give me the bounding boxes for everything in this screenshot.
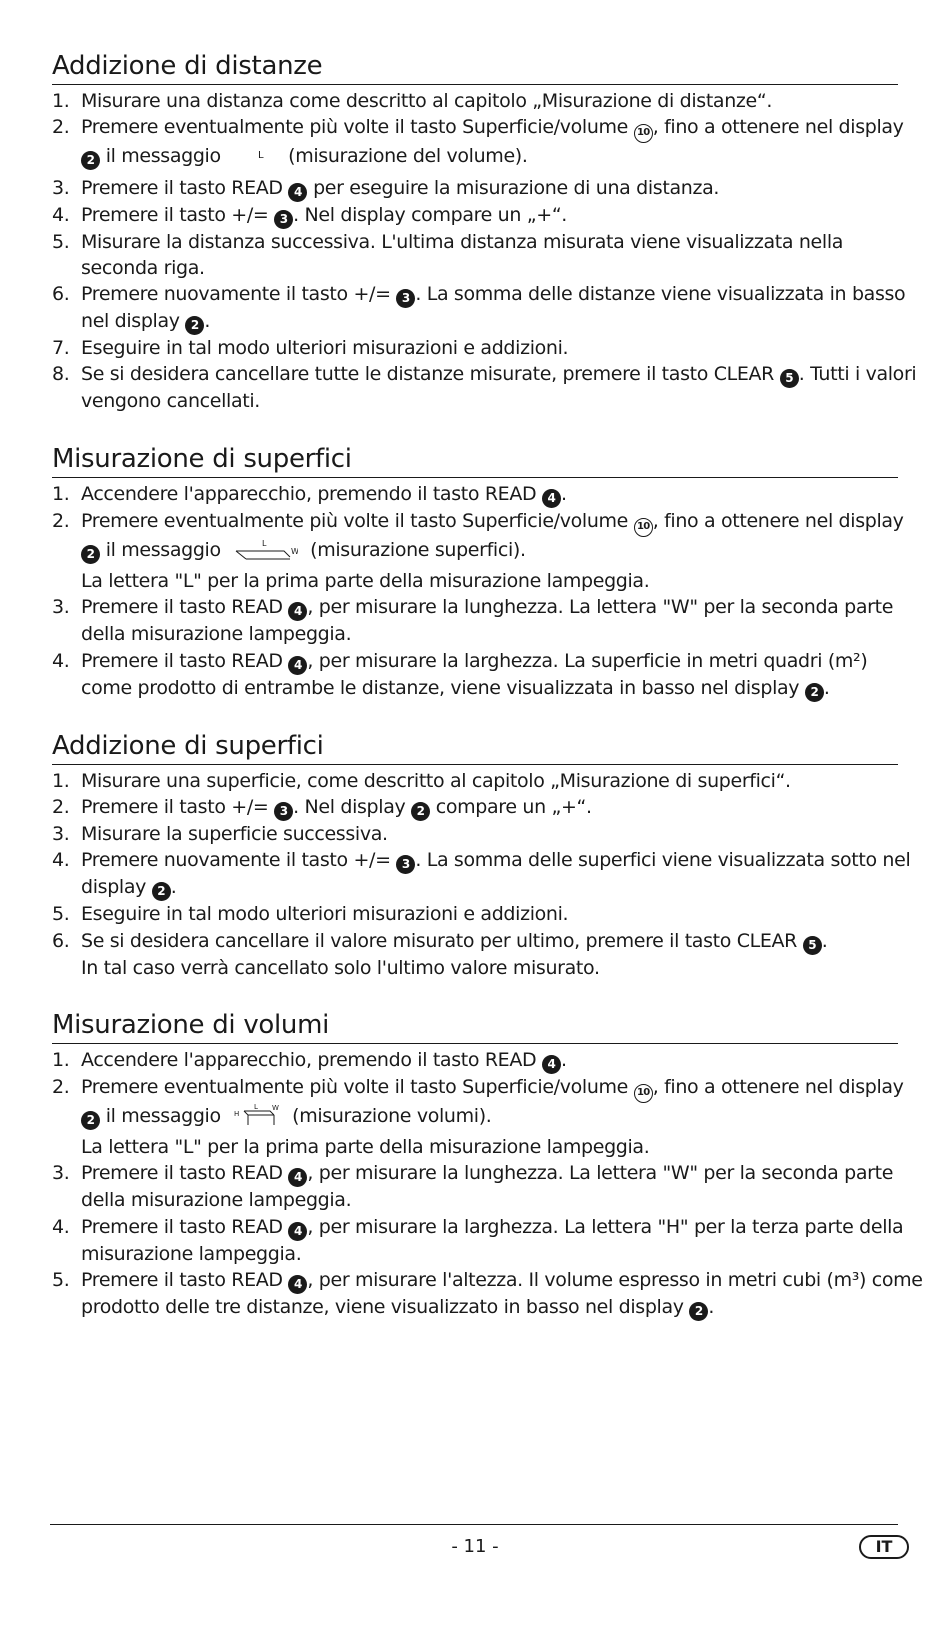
item-number: 2. <box>52 509 70 532</box>
text-line <box>81 255 898 281</box>
footer-divider <box>50 1524 898 1525</box>
item-text <box>81 175 898 202</box>
circled-number-icon: 4 <box>542 489 561 508</box>
display-volume-icon <box>232 1103 280 1127</box>
circled-number-icon: 2 <box>81 151 100 170</box>
instruction-list <box>52 88 917 415</box>
text-run: , per misurare la larghezza. La lettera "H" per la terza parte della <box>307 1215 904 1238</box>
item-number: 3. <box>52 176 70 199</box>
text-run: Premere il tasto READ <box>81 1215 289 1238</box>
text-run: , fino a ottenere nel display <box>652 509 904 532</box>
list-item <box>52 481 898 508</box>
text-run: Premere nuovamente il tasto +/= <box>81 849 397 872</box>
item-number: 5. <box>52 230 70 253</box>
list-item <box>52 361 917 414</box>
text-line <box>81 794 898 821</box>
text-run: . <box>708 1296 715 1319</box>
display-symbol-icon <box>232 147 276 174</box>
item-text <box>81 1214 903 1267</box>
list-item <box>52 648 898 702</box>
text-run: (misurazione superfici). <box>304 538 526 561</box>
item-text <box>81 88 898 114</box>
text-run: Accendere l'apparecchio, premendo il tasto READ <box>81 482 542 505</box>
section-title: Misurazione di volumi <box>52 1009 898 1044</box>
text-run: , per misurare l'altezza. Il volume espresso in metri cubi (m³) come <box>307 1269 923 1292</box>
text-line <box>81 308 905 335</box>
item-number: 1. <box>52 769 70 792</box>
circled-number-icon: 2 <box>411 802 430 821</box>
item-number: 1. <box>52 1048 70 1071</box>
item-text <box>81 648 898 702</box>
text-run: Se si desidera cancellare il valore misurato per ultimo, premere il tasto CLEAR <box>81 929 803 952</box>
text-line <box>81 874 910 901</box>
text-run: . <box>821 929 828 952</box>
text-run: Misurare una superficie, come descritto al capitolo „Misurazione di superfici“. <box>81 769 791 792</box>
list-item <box>52 229 898 282</box>
list-item <box>52 901 898 927</box>
svg-text:L: L <box>262 538 267 548</box>
text-line <box>81 281 905 308</box>
section <box>52 1009 923 1321</box>
item-number: 3. <box>52 596 70 619</box>
item-text <box>81 1047 898 1074</box>
circled-number-icon: 5 <box>803 936 822 955</box>
text-run: seconda riga. <box>81 256 205 279</box>
text-line <box>81 1134 904 1160</box>
list-item <box>52 1214 904 1267</box>
page-number: - 11 - <box>451 1536 499 1557</box>
circled-number-icon: 2 <box>805 683 824 702</box>
text-run: , per misurare la larghezza. La superficie in metri quadri (m²) <box>307 649 868 672</box>
text-run: Premere il tasto READ <box>81 649 289 672</box>
text-line <box>81 143 904 174</box>
text-line <box>81 1267 923 1294</box>
circled-number-icon: 3 <box>274 802 293 821</box>
text-line <box>81 508 904 537</box>
svg-text:L: L <box>258 150 264 162</box>
text-line <box>81 901 898 927</box>
text-line <box>81 648 898 675</box>
text-run: . <box>560 1048 567 1071</box>
item-text <box>81 335 898 361</box>
text-line <box>81 821 898 847</box>
text-run: . La somma delle distanze viene visualizzata in basso <box>415 283 906 306</box>
item-number: 1. <box>52 90 70 112</box>
display-symbol-icon <box>232 1103 280 1134</box>
item-number: 4. <box>52 203 70 226</box>
text-run: Premere eventualmente più volte il tasto Superficie/volume <box>81 1075 634 1098</box>
text-line <box>81 768 898 794</box>
section <box>52 50 917 415</box>
text-line <box>81 229 898 255</box>
circled-number-icon: 10 <box>634 518 653 537</box>
language-badge: IT <box>859 1535 909 1559</box>
text-run: Premere eventualmente più volte il tasto Superficie/volume <box>81 509 634 532</box>
text-run: Misurare la superficie successiva. <box>81 822 388 845</box>
section <box>52 730 911 981</box>
text-run: Premere il tasto +/= <box>81 795 275 818</box>
item-text <box>81 901 898 927</box>
item-number: 7. <box>52 337 70 360</box>
text-line <box>81 1160 898 1187</box>
text-run: (misurazione volumi). <box>286 1104 492 1127</box>
text-run: . Tutti i valori <box>798 363 917 386</box>
section-title: Misurazione di superfici <box>52 443 898 478</box>
text-line <box>81 537 904 568</box>
circled-number-icon: 4 <box>288 656 307 675</box>
svg-text:W: W <box>291 546 299 556</box>
item-number: 3. <box>52 1162 70 1185</box>
text-run: . Nel display <box>293 795 412 818</box>
text-run: Misurare una distanza come descritto al capitolo „Misurazione di distanze“. <box>81 90 773 112</box>
text-run: , per misurare la lunghezza. La lettera "W" per la seconda parte <box>307 1162 894 1185</box>
item-number: 2. <box>52 116 70 139</box>
item-text <box>81 1267 923 1321</box>
text-run: . <box>204 310 211 333</box>
circled-number-icon: 2 <box>152 882 171 901</box>
item-text <box>81 114 904 174</box>
text-run: Accendere l'apparecchio, premendo il tasto READ <box>81 1048 542 1071</box>
circled-number-icon: 3 <box>396 855 415 874</box>
display-symbol-icon <box>232 539 298 568</box>
text-run: misurazione lampeggia. <box>81 1242 302 1265</box>
circled-number-icon: 5 <box>780 369 799 388</box>
text-run: compare un „+“. <box>430 795 592 818</box>
circled-number-icon: 2 <box>81 1111 100 1130</box>
text-run: Premere il tasto READ <box>81 1162 289 1185</box>
text-line <box>81 175 898 202</box>
item-text <box>81 229 898 282</box>
circled-number-icon: 4 <box>288 1275 307 1294</box>
text-line <box>81 1187 898 1213</box>
text-run: Eseguire in tal modo ulteriori misurazioni e addizioni. <box>81 337 569 360</box>
instruction-list <box>52 481 904 702</box>
text-line <box>81 955 898 981</box>
text-run: , fino a ottenere nel display <box>652 116 904 139</box>
text-run: nel display <box>81 310 186 333</box>
circled-number-icon: 2 <box>185 316 204 335</box>
document-body <box>52 50 923 1349</box>
circled-number-icon: 3 <box>396 289 415 308</box>
text-run: Misurare la distanza successiva. L'ultima distanza misurata viene visualizzata nella <box>81 230 844 253</box>
list-item <box>52 928 898 981</box>
text-run: . <box>170 876 177 899</box>
list-item <box>52 1160 898 1213</box>
circled-number-icon: 4 <box>288 1168 307 1187</box>
text-run: Premere eventualmente più volte il tasto Superficie/volume <box>81 116 634 139</box>
item-text <box>81 481 898 508</box>
text-line <box>81 594 898 621</box>
text-line <box>81 568 904 594</box>
section <box>52 443 904 702</box>
item-number: 4. <box>52 1215 70 1238</box>
item-text <box>81 361 916 414</box>
item-text <box>81 508 904 595</box>
list-item <box>52 1047 898 1074</box>
item-number: 4. <box>52 849 70 872</box>
text-line <box>81 481 898 508</box>
item-text <box>81 821 898 847</box>
text-line <box>81 335 898 361</box>
text-line <box>81 675 898 702</box>
text-line <box>81 202 898 229</box>
text-run: prodotto delle tre distanze, viene visualizzato in basso nel display <box>81 1296 690 1319</box>
list-item <box>52 88 898 114</box>
circled-number-icon: 4 <box>288 183 307 202</box>
text-run: La lettera "L" per la prima parte della misurazione lampeggia. <box>81 570 650 593</box>
circled-number-icon: 2 <box>81 545 100 564</box>
text-line <box>81 1294 923 1321</box>
item-text <box>81 928 898 981</box>
svg-text:H: H <box>234 1109 240 1118</box>
display-distance-icon <box>232 147 276 167</box>
list-item <box>52 281 906 335</box>
item-number: 6. <box>52 929 70 952</box>
text-run: Premere il tasto READ <box>81 176 289 199</box>
text-line <box>81 88 898 114</box>
list-item <box>52 335 898 361</box>
item-text <box>81 281 905 335</box>
text-line <box>81 1241 903 1267</box>
text-run: Se si desidera cancellare tutte le distanze misurate, premere il tasto CLEAR <box>81 363 780 386</box>
item-text <box>81 768 898 794</box>
circled-number-icon: 4 <box>542 1055 561 1074</box>
text-run: display <box>81 876 152 899</box>
item-text <box>81 1074 904 1161</box>
svg-text:W: W <box>272 1103 280 1112</box>
display-area-icon <box>232 539 298 561</box>
text-run: vengono cancellati. <box>81 390 260 413</box>
instruction-list <box>52 1047 923 1321</box>
list-item <box>52 794 898 821</box>
text-run: La lettera "L" per la prima parte della misurazione lampeggia. <box>81 1136 650 1159</box>
text-run: Eseguire in tal modo ulteriori misurazioni e addizioni. <box>81 903 569 926</box>
circled-number-icon: 10 <box>634 124 653 143</box>
list-item <box>52 847 911 901</box>
list-item <box>52 114 904 174</box>
text-line <box>81 1214 903 1241</box>
section-title: Addizione di superfici <box>52 730 898 765</box>
item-text <box>81 1160 898 1213</box>
item-number: 2. <box>52 795 70 818</box>
text-run: (misurazione del volume). <box>282 145 528 168</box>
list-item <box>52 1267 923 1321</box>
text-run: Premere nuovamente il tasto +/= <box>81 283 397 306</box>
text-run: , fino a ottenere nel display <box>652 1075 904 1098</box>
text-run: . <box>560 482 567 505</box>
item-text <box>81 794 898 821</box>
section-title: Addizione di distanze <box>52 50 898 85</box>
item-number: 2. <box>52 1075 70 1098</box>
circled-number-icon: 4 <box>288 602 307 621</box>
text-run: come prodotto di entrambe le distanze, viene visualizzata in basso nel display <box>81 676 805 699</box>
text-run: . <box>823 676 830 699</box>
text-line <box>81 1103 904 1134</box>
text-line <box>81 847 910 874</box>
item-text <box>81 594 898 647</box>
text-run: della misurazione lampeggia. <box>81 1189 352 1212</box>
circled-number-icon: 4 <box>288 1222 307 1241</box>
text-run: Premere il tasto READ <box>81 596 289 619</box>
circled-number-icon: 3 <box>274 210 293 229</box>
list-item <box>52 175 898 202</box>
list-item <box>52 594 898 647</box>
text-run: il messaggio <box>100 1104 227 1127</box>
text-line <box>81 621 898 647</box>
text-run: Premere il tasto +/= <box>81 203 275 226</box>
item-number: 8. <box>52 363 70 386</box>
text-run: per eseguire la misurazione di una distanza. <box>307 176 720 199</box>
text-run: della misurazione lampeggia. <box>81 623 352 646</box>
text-run: In tal caso verrà cancellato solo l'ultimo valore misurato. <box>81 956 600 979</box>
text-run: . Nel display compare un „+“. <box>293 203 568 226</box>
text-line <box>81 1074 904 1103</box>
item-text <box>81 847 910 901</box>
text-run: il messaggio <box>100 538 227 561</box>
list-item <box>52 508 904 595</box>
list-item <box>52 821 898 847</box>
text-line <box>81 388 916 414</box>
item-number: 1. <box>52 482 70 505</box>
circled-number-icon: 2 <box>689 1302 708 1321</box>
item-number: 3. <box>52 822 70 845</box>
item-number: 6. <box>52 283 70 306</box>
svg-text:L: L <box>254 1102 259 1111</box>
item-number: 5. <box>52 1269 70 1292</box>
text-run: Premere il tasto READ <box>81 1269 289 1292</box>
list-item <box>52 202 898 229</box>
text-line <box>81 114 904 143</box>
text-run: il messaggio <box>100 145 227 168</box>
text-run: , per misurare la lunghezza. La lettera "W" per la seconda parte <box>307 596 894 619</box>
item-text <box>81 202 898 229</box>
text-line <box>81 928 898 955</box>
text-run: . La somma delle superfici viene visualizzata sotto nel <box>415 849 911 872</box>
circled-number-icon: 10 <box>634 1084 653 1103</box>
list-item <box>52 1074 904 1161</box>
item-number: 4. <box>52 649 70 672</box>
text-line <box>81 361 916 388</box>
list-item <box>52 768 898 794</box>
text-line <box>81 1047 898 1074</box>
instruction-list <box>52 768 911 981</box>
item-number: 5. <box>52 903 70 926</box>
